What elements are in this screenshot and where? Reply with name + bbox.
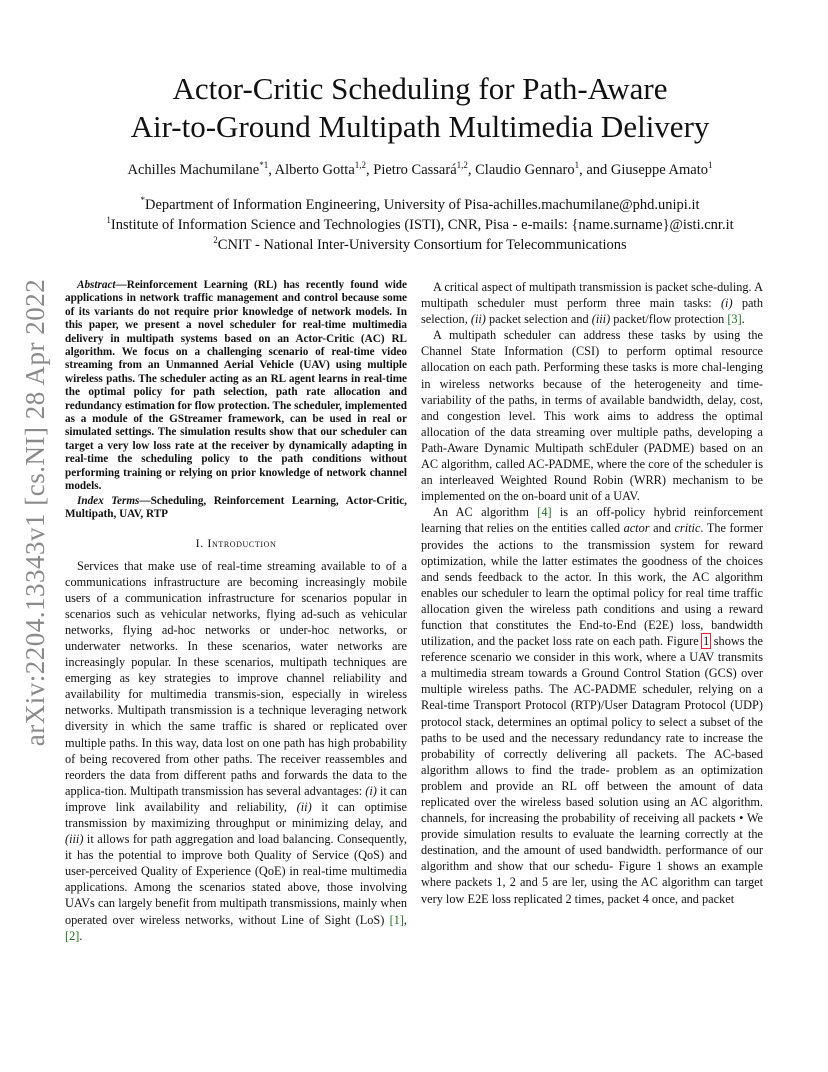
left-column — [65, 279, 407, 944]
text-run: An AC algorithm — [433, 505, 538, 520]
author-list: Achilles Machumilane$^{*1}$, Alberto Gotta$^{1,2}$, Pietro Cassará$^{1,2}$, Claudio Gennaro$^1$, and Giuseppe Amato$^1$ — [127, 160, 713, 178]
abstract-text: —Reinforcement Learning (RL) has recently found wide applications in network traffic management and control because some of its variants do not require prior knowledge of network models. In this paper, we present a novel scheduler for real-time multimedia delivery in multipath systems based on an Actor-Critic (AC) RL algorithm. We focus on a challenging scenario of real-time video streaming from an Unmanned Aerial Vehicle (UAV) using multiple wireless paths. The scheduler acting as an RL agent learns in real-time the optimal policy for path selection, path rate allocation and redundancy estimation for flow protection. The scheduler, implemented as a module of the GStreamer framework, can be used in real or simulated settings. The simulation results show that our scheduler can target a very low loss rate at the receiver by dynamically adapting in real-time the scheduling policy to the path conditions without performing training or relying on prior knowledge of network channel models. — [65, 279, 407, 493]
text-run: , — [403, 912, 407, 927]
text-run: is an off-policy hybrid reinforcement learning that relies on the entities called — [421, 505, 763, 536]
text-run: shows the reference scenario we consider in this work, where a UAV transmits a multimedia stream towards a Ground Control Station (GCS) over multiple wireless paths. The AC-PADME scheduler, relying on a Real-time Transport Protocol (RTP)/User Datagram Protocol (UDP) protocol stack, determines an optimal policy to select a subset of the paths to be used and the necessary redundancy rate to increase the probability of correctly delivering all packets. The AC-based algorithm allows to find the trade- problem as an optimization problem and provide an RL off between the amount of data replicated over the wireless based solution using an AC algorithm. channels, for increasing the probability of receiving all packets • We provide simulation results to evaluate the learning correctly at the destination, and the amount of used bandwidth. performance of our algorithm and show that our schedu- Figure 1 shows an example where packets 1, 2 and 5 are ler, using the AC algorithm can target very low E2E loss replicated 2 times, packet 4 once, and packet — [421, 634, 764, 906]
affiliation — [50, 195, 790, 215]
affiliation-text: Institute of Information Science and Technologies (ISTI), CNR, Pisa - e-mails: {name.surname}@isti.cnr.it — [110, 217, 734, 233]
text-run: packet selection and — [485, 312, 592, 327]
author-sup: 1 — [707, 160, 713, 171]
text-run: . — [741, 312, 745, 327]
section-heading: I. Introduction — [195, 536, 277, 551]
text-run: A critical aspect of multipath transmission is packet sche-duling. A multipath scheduler must perform three main tasks: — [421, 280, 763, 311]
intro-paragraph — [65, 558, 407, 944]
author-name: Giuseppe Amato — [610, 162, 708, 178]
text-run: it can optimise transmission by maximizing throughput or minimizing delay, and — [65, 799, 407, 831]
enum-marker: (i) — [720, 296, 733, 311]
affiliation-sup: 2 — [213, 235, 218, 246]
author-name: Claudio Gennaro — [475, 162, 575, 178]
affiliation — [50, 235, 790, 255]
emphasis: actor — [623, 521, 650, 536]
enum-marker: (iii) — [591, 312, 611, 327]
text-run: and — [649, 521, 675, 536]
body-paragraph: A multipath scheduler can address these tasks by using the Channel State Information (CSI) to perform optimal resource allocation on each path. Performing these tasks is more chal-lenging in wireless networks because of the heterogeneity and time-variability of the paths, in terms of available bandwidth, delay, cost, and congestion level. This work aims to address the optimal allocation of the data streaming over multiple paths, developing a Path-Aware Dynamic Multipath schEduler (PADME) based on an AC algorithm, called AC-PADME, where the core of the scheduler is an interleaved Weighted Round Robin (WRR) mechanism to be implemented on the on-board unit of a UAV. — [421, 328, 763, 504]
text-run: . The former provides the actions to the transmission system for reward optimization, while the latter estimates the goodness of the choices and sends feedback to the actor. In this work, the AC algorithm enables our scheduler to learn the optimal policy for real time traffic allocation given the wireless path conditions and using a reward function that constitutes the End-to-End (E2E) loss, bandwidth utilization, and the packet loss rate on each path. Figure — [421, 521, 763, 649]
index-terms-text: —Scheduling, Reinforcement Learning, Actor-Critic, Multipath, UAV, RTP — [65, 494, 407, 520]
abstract-lead: Abstract — [77, 279, 116, 291]
author-name: Alberto Gotta — [274, 162, 355, 178]
enum-marker: (iii) — [65, 832, 84, 847]
enum-marker: (ii) — [470, 312, 486, 327]
author-sup: 1 — [574, 160, 580, 171]
body-paragraph — [421, 279, 763, 327]
text-run: Services that make use of real-time streaming available to of a communications infrastructure are becoming increasingly mobile users of a communication infrastructure for scenarios popular in scenarios such as vehicular networks, flying ad-such as vehicular networks, flying ad-hoc networks or under-hoc networks, or underwater networks. In these scenarios, water networks are increasingly popular. In these scenarios, multipath techniques are emerging as key strategies to improve channel reliability and availability for multimedia transmis-sion, especially in wireless networks. Multipath transmission is a technique leveraging network diversity in which the same traffic is shared or replicated over multiple paths. In this way, data lost on one path has high probability of being recovered from other paths. The receiver reassembles and reorders the data from different paths and forwards the data to the applica-tion. Multipath transmission has several advantages: — [65, 558, 407, 798]
affiliation-text: Department of Information Engineering, University of Pisa-achilles.machumilane@phd.unipi.it — [144, 197, 700, 213]
arxiv-stamp — [16, 278, 56, 746]
author-sup: *1 — [259, 160, 269, 171]
citation-link[interactable]: [3] — [727, 312, 742, 327]
enum-marker: (ii) — [296, 799, 312, 814]
affiliation-sup: 1 — [106, 215, 111, 226]
author-sup: 1,2 — [354, 160, 367, 171]
affiliation-text: CNIT - National Inter-University Consortium for Telecommunications — [217, 237, 627, 253]
text-run: path selection, — [421, 296, 764, 327]
abstract — [65, 279, 407, 494]
author-name: Pietro Cassará — [373, 162, 457, 178]
citation-link[interactable]: [2] — [65, 928, 80, 943]
affiliation-sup: * — [140, 195, 145, 206]
arxiv-stamp-text: arXiv:2204.13343v1 [cs.NI] 28 Apr 2022 — [20, 278, 51, 746]
text-run: . — [79, 928, 83, 943]
author-sup: 1,2 — [456, 160, 468, 171]
affiliation — [50, 215, 790, 235]
paper-title — [70, 70, 770, 146]
enum-marker: (i) — [365, 783, 377, 798]
figure-link[interactable]: 1 — [703, 634, 710, 649]
title-line-1: Actor-Critic Scheduling for Path-Aware — [172, 71, 668, 106]
text-run: it allows for path aggregation and load balancing. Consequently, it has the potential to improve both Quality of Service (QoS) and user-perceived Quality of Experience (QoE) in real-time multimedia applications. Among the scenarios stated above, those involving UAVs can largely benefit from multipath transmissions, mainly when operated over wireless networks, without Line of Sight (LoS) — [65, 832, 407, 927]
right-column — [421, 279, 763, 907]
author-name: Achilles Machumilane — [127, 162, 260, 178]
citation-link[interactable]: [4] — [537, 505, 552, 520]
title-line-2: Air-to-Ground Multipath Multimedia Delivery — [130, 109, 710, 144]
text-run: packet/flow protection — [610, 312, 728, 327]
body-paragraph — [421, 504, 763, 906]
emphasis: critic — [674, 521, 701, 536]
index-terms-lead: Index Terms — [77, 494, 140, 507]
text-run: it can improve link availability and reliability, — [65, 783, 407, 814]
affiliations — [50, 195, 790, 255]
citation-link[interactable]: [1] — [389, 912, 404, 927]
index-terms — [65, 495, 407, 522]
